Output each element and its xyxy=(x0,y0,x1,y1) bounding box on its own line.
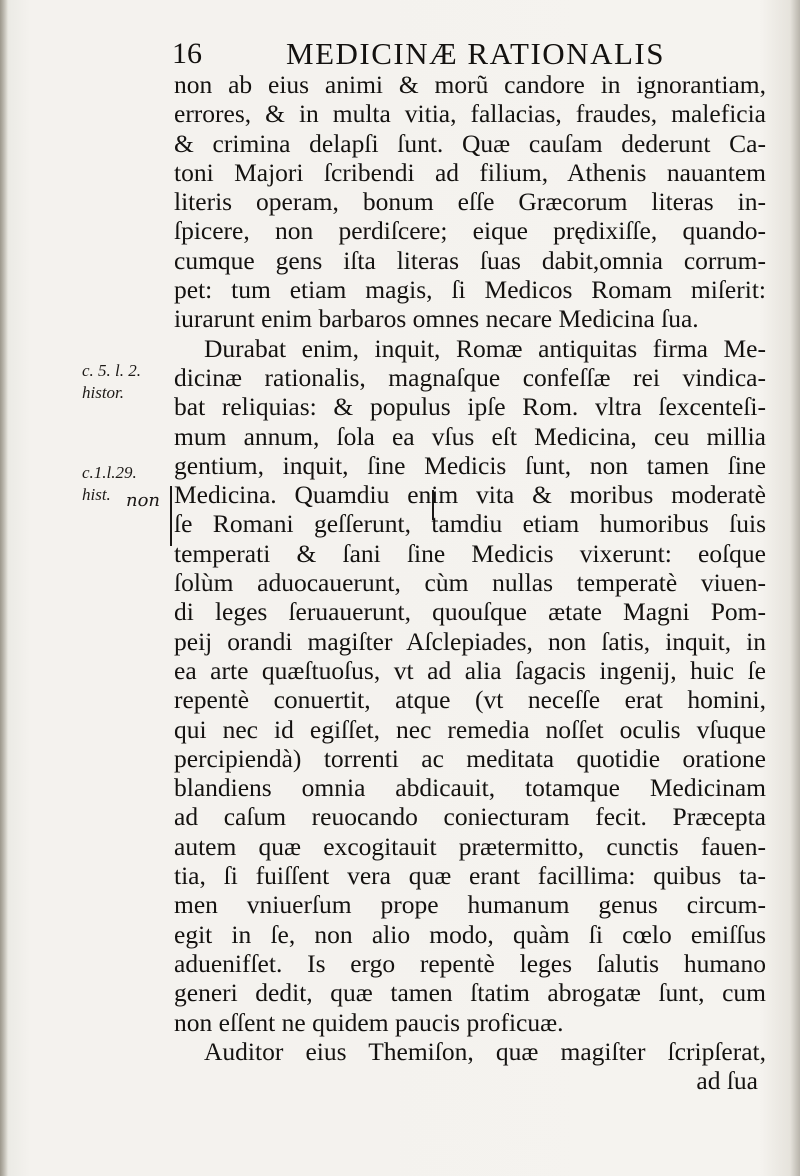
text-line: non ab eius animi & morũ candore in ignorantiam, xyxy=(174,70,766,99)
text-line: tia, ſi fuiſſent vera quæ erant facillima: quibus ta- xyxy=(174,861,766,891)
text-line: Medicina. Quamdiu enim vita & moribus moderatè xyxy=(174,480,766,510)
text-line: errores, & in multa vitia, fallacias, fraudes, maleficia xyxy=(174,99,766,129)
margin-note-2-line2: hist. xyxy=(82,485,111,504)
text-line: dicinæ rationalis, magnaſque confeſſæ rei vindica- xyxy=(174,362,766,392)
text-line: Durabat enim, inquit, Romæ antiquitas firma Me- xyxy=(204,333,766,363)
text-line: ſolùm aduocauerunt, cùm nullas temperatè viuen- xyxy=(174,568,766,598)
text-line: repentè conuertit, atque (vt neceſſe erat homini, xyxy=(174,685,766,715)
text-line: temperati & ſani ſine Medicis vixerunt: eoſque xyxy=(174,538,766,568)
margin-note-2-line1: c.1.l.29. xyxy=(82,463,137,482)
margin-note-1 xyxy=(82,360,141,404)
text-line: cumque gens iſta literas ſuas dabit,omnia corrum- xyxy=(174,245,766,275)
text-line: iurarunt enim barbaros omnes necare Medicina ſua. xyxy=(174,304,699,334)
text-line: gentium, inquit, ſine Medicis ſunt, non tamen ſine xyxy=(174,450,766,480)
text-line: aduenifſet. Is ergo repentè leges ſalutis humano xyxy=(174,948,766,978)
text-line: non eſſent ne quidem paucis proficuæ. xyxy=(174,1007,564,1037)
text-line: & crimina delapſi ſunt. Quæ cauſam dederunt Ca- xyxy=(174,128,766,158)
margin-note-1-line1: c. 5. l. 2. xyxy=(82,361,142,380)
text-line: blandiens omnia abdicauit, totamque Medicinam xyxy=(174,773,766,803)
text-line: ea arte quæſtuoſus, vt ad alia ſagacis ingenij, huic ſe xyxy=(174,655,766,685)
text-line: qui nec id egiſſet, nec remedia noſſet oculis vſuque xyxy=(174,714,766,744)
text-line: ad caſum reuocando coniecturam fecit. Præcepta xyxy=(174,802,766,832)
text-line: pet: tum etiam magis, ſi Medicos Romam miſerit: xyxy=(174,275,766,305)
text-line: literis operam, bonum eſſe Græcorum literas in- xyxy=(174,187,766,217)
text-line: autem quæ excogitauit prætermitto, cunctis fauen- xyxy=(174,831,766,861)
margin-bracket-mark xyxy=(170,486,172,546)
text-line: Auditor eius Themiſon, quæ magiſter ſcripſerat, xyxy=(204,1036,766,1066)
text-line: mum annum, ſola ea vſus eſt Medicina, ceu millia xyxy=(174,421,766,451)
page-number: 16 xyxy=(172,37,202,70)
page-header xyxy=(172,34,772,74)
text-line: ſe Romani geſſerunt, tamdiu etiam humoribus ſuis xyxy=(174,509,766,539)
text-line: generi dedit, quæ tamen ſtatim abrogatæ ſunt, cum xyxy=(174,978,766,1008)
running-head: MEDICINÆ RATIONALIS xyxy=(286,36,665,71)
margin-note-1-line2: histor. xyxy=(82,383,125,402)
text-line: bat reliquias: & populus ipſe Rom. vltra ſexcenteſi- xyxy=(174,392,766,422)
catchword: ad ſua xyxy=(696,1066,758,1096)
body-text xyxy=(174,70,766,1095)
text-line: egit in ſe, non alio modo, quàm ſi cœlo emiſſus xyxy=(174,919,766,949)
text-line: peij orandi magiſter Aſclepiades, non ſatis, inquit, in xyxy=(174,626,766,656)
text-line: men vniuerſum prope humanum genus circum- xyxy=(174,890,766,920)
text-line: toni Majori ſcribendi ad filium, Athenis nauantem xyxy=(174,157,766,187)
handwritten-margin-note: non xyxy=(126,490,161,511)
text-line: ſpicere, non perdiſcere; eique prędixiſſe, quando- xyxy=(174,216,766,246)
page-gutter-shadow xyxy=(0,0,8,1176)
text-line: di leges ſeruauerunt, quouſque ætate Magni Pom- xyxy=(174,597,766,627)
text-line: percipiendà) torrenti ac meditata quotidie oratione xyxy=(174,743,766,773)
